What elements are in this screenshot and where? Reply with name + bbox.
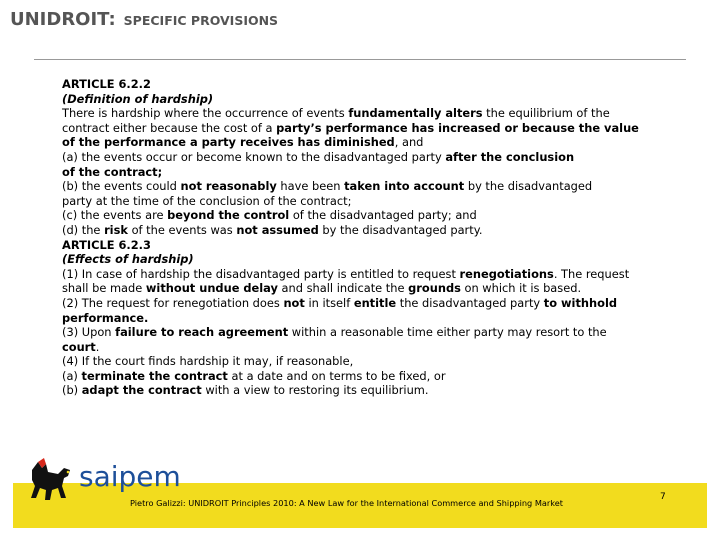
text-run: after the conclusion — [445, 149, 575, 164]
text-run: (b) the events could — [62, 179, 181, 194]
text-run: (a) — [62, 368, 82, 383]
text-line — [62, 223, 662, 238]
text-line — [62, 194, 662, 209]
text-run: adapt the contract — [81, 383, 202, 398]
text-run: performance. — [62, 310, 149, 325]
text-line — [62, 208, 662, 223]
text-run: . The request — [553, 266, 630, 281]
text-run: There is hardship where the occurrence of events — [62, 106, 349, 121]
text-line — [62, 135, 662, 150]
text-run: (Definition of hardship) — [62, 91, 214, 106]
text-run: (a) the events occur or become known to the disadvantaged party — [62, 149, 446, 164]
text-line — [62, 325, 662, 340]
text-run: party at the time of the conclusion of the contract; — [62, 193, 352, 208]
text-run: the equilibrium of the — [482, 106, 610, 121]
text-run: the disadvantaged party — [396, 295, 544, 310]
text-run: court — [62, 339, 96, 354]
page-number: 7 — [660, 492, 666, 502]
text-line — [62, 238, 662, 253]
text-run: with a view to restoring its equilibrium. — [201, 383, 429, 398]
text-run: (b) — [62, 383, 82, 398]
text-run: (1) In case of hardship the disadvantaged party is entitled to request — [62, 266, 460, 281]
six-legged-dog-logo-icon — [24, 458, 76, 508]
text-line — [62, 106, 662, 121]
title-subtitle: SPECIFIC PROVISIONS — [123, 13, 279, 28]
text-line — [62, 267, 662, 282]
text-run: (Effects of hardship) — [62, 252, 194, 267]
text-run: party’s performance has increased or because the value — [276, 120, 639, 135]
text-run: shall be made — [62, 281, 146, 296]
text-run: renegotiations — [459, 266, 554, 281]
text-run: (2) The request for renegotiation does — [62, 295, 284, 310]
text-line — [62, 150, 662, 165]
text-run: have been — [276, 179, 345, 194]
text-line — [62, 252, 662, 267]
text-run: (d) the — [62, 222, 105, 237]
text-line — [62, 92, 662, 107]
text-run: on which it is based. — [460, 281, 582, 296]
text-line — [62, 281, 662, 296]
text-run: and shall indicate the — [277, 281, 409, 296]
text-run: of the events was — [127, 222, 237, 237]
article-text — [62, 77, 662, 398]
text-run: of the performance a party receives has diminished — [62, 135, 395, 150]
text-line — [62, 354, 662, 369]
text-run: ARTICLE 6.2.3 — [62, 237, 151, 252]
text-run: not reasonably — [180, 179, 277, 194]
text-run: not assumed — [236, 222, 319, 237]
title-divider — [34, 59, 686, 60]
text-run: to withhold — [543, 295, 618, 310]
text-run: not — [283, 295, 305, 310]
text-run: fundamentally alters — [348, 106, 483, 121]
text-line — [62, 179, 662, 194]
text-run: risk — [104, 222, 128, 237]
text-run: . — [95, 339, 100, 354]
text-run: within a reasonable time either party may resort to the — [288, 325, 607, 340]
title-main: UNIDROIT: — [10, 9, 116, 30]
text-run: beyond the control — [167, 208, 290, 223]
text-line — [62, 77, 662, 92]
text-run: of the disadvantaged party; and — [289, 208, 477, 223]
text-run: grounds — [408, 281, 461, 296]
text-line — [62, 369, 662, 384]
text-line — [62, 296, 662, 311]
text-line — [62, 165, 662, 180]
text-run: of the contract; — [62, 164, 163, 179]
text-line — [62, 121, 662, 136]
text-line — [62, 383, 662, 398]
footer-caption: Pietro Galizzi: UNIDROIT Principles 2010: A New Law for the International Commerce and Shipping Market — [130, 498, 563, 508]
text-run: terminate the contract — [81, 368, 228, 383]
text-run: (4) If the court finds hardship it may, if reasonable, — [62, 354, 354, 369]
text-run: by the disadvantaged — [464, 179, 593, 194]
text-run: at a date and on terms to be fixed, or — [227, 368, 446, 383]
saipem-wordmark: saipem — [79, 460, 181, 493]
text-run: taken into account — [344, 179, 465, 194]
text-run: failure to reach agreement — [115, 325, 289, 340]
text-run: contract either because the cost of a — [62, 120, 277, 135]
slide-title — [10, 9, 278, 30]
text-run: , and — [394, 135, 424, 150]
text-run: (3) Upon — [62, 325, 116, 340]
text-line — [62, 340, 662, 355]
text-run: entitle — [353, 295, 397, 310]
text-run: in itself — [304, 295, 354, 310]
text-line — [62, 311, 662, 326]
text-run: (c) the events are — [62, 208, 168, 223]
text-run: ARTICLE 6.2.2 — [62, 77, 151, 91]
text-run: by the disadvantaged party. — [318, 222, 483, 237]
text-run: without undue delay — [145, 281, 278, 296]
